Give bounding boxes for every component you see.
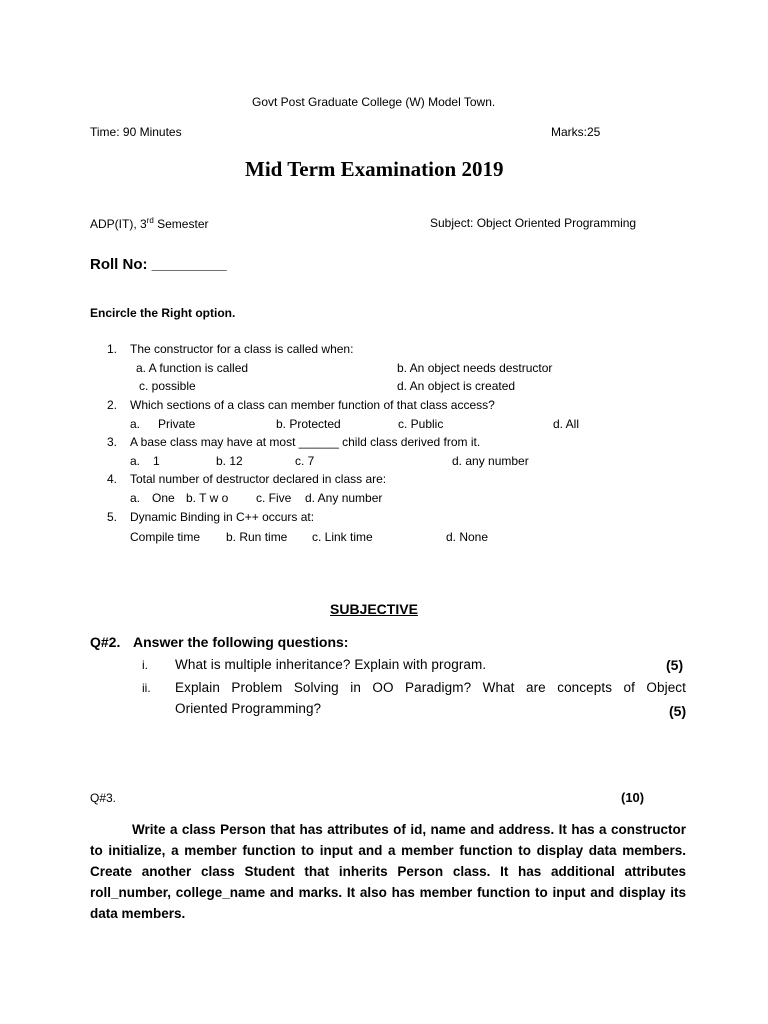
q2-item-text: What is multiple inheritance? Explain with program. [175,657,487,672]
option-d: d. All [553,417,580,431]
exam-marks: Marks:25 [551,125,601,139]
question-text: The constructor for a class is called when: [130,342,354,356]
q2-title: Answer the following questions: [133,634,349,650]
option-b: b. An object needs destructor [397,361,553,375]
option-a: 1 [153,454,160,468]
question-text: A base class may have at most ______ child class derived from it. [130,435,481,449]
roll-no-field: Roll No: _________ [90,256,227,273]
program-ordinal: rd [146,216,154,225]
program-semester [90,216,208,231]
question-number: 5. [107,510,118,524]
option-b: b. 12 [216,454,243,468]
q2-item-text-line2: Oriented Programming? [175,701,322,716]
option-d: d. None [446,530,489,544]
option-a: One [152,491,175,505]
option-a-letter: a. [130,454,141,468]
option-a-letter: a. [130,491,141,505]
exam-time: Time: 90 Minutes [90,125,182,139]
question-number: 2. [107,398,118,412]
question-text: Which sections of a class can member function of that class access? [130,398,495,412]
option-d: d. any number [452,454,529,468]
option-c: c. possible [139,379,196,393]
instruction-text: Encircle the Right option. [90,306,236,320]
option-c: c. Public [398,417,444,431]
option-d: d. An object is created [397,379,516,393]
option-a-letter: a. [130,417,141,431]
q2-item-text-line1: Explain Problem Solving in OO Paradigm? What are concepts of Object [175,680,686,695]
q3-label: Q#3. [90,791,117,805]
q3-marks: (10) [621,790,645,805]
option-c: c. Five [256,491,292,505]
option-d: d. Any number [305,491,383,505]
q3-paragraph-text: Write a class Person that has attributes of id, name and address. It has a constructor to initialize, a member function to input and a member function to display data members. Create another class Student that inherits Person class. It has additional attributes roll_number, college_name and marks. It also has member function to input and display its data members. [90,822,686,921]
option-c: c. Link time [312,530,373,544]
option-a: Compile time [130,530,201,544]
option-b: b. T w o [186,491,229,505]
option-a: Private [158,417,196,431]
question-number: 3. [107,435,118,449]
q2-item-number: i. [142,658,148,672]
program-label: ADP(IT), 3 [90,217,147,231]
question-number: 4. [107,472,118,486]
q2-label: Q#2. [90,634,121,650]
college-name: Govt Post Graduate College (W) Model Town. [252,95,496,109]
question-text: Total number of destructor declared in class are: [130,472,387,486]
option-c: c. 7 [295,454,315,468]
exam-title: Mid Term Examination 2019 [245,157,504,181]
subject-label: Subject: Object Oriented Programming [430,216,637,230]
semester-label: Semester [153,217,209,231]
option-b: b. Run time [226,530,288,544]
option-a: a. A function is called [136,361,249,375]
question-text: Dynamic Binding in C++ occurs at: [130,510,315,524]
q2-item-marks: (5) [669,703,687,719]
subjective-heading: SUBJECTIVE [330,601,418,617]
q3-paragraph [90,819,686,924]
option-b: b. Protected [276,417,341,431]
q2-item-number: ii. [142,681,151,695]
q2-item-marks: (5) [666,657,684,673]
question-number: 1. [107,342,118,356]
